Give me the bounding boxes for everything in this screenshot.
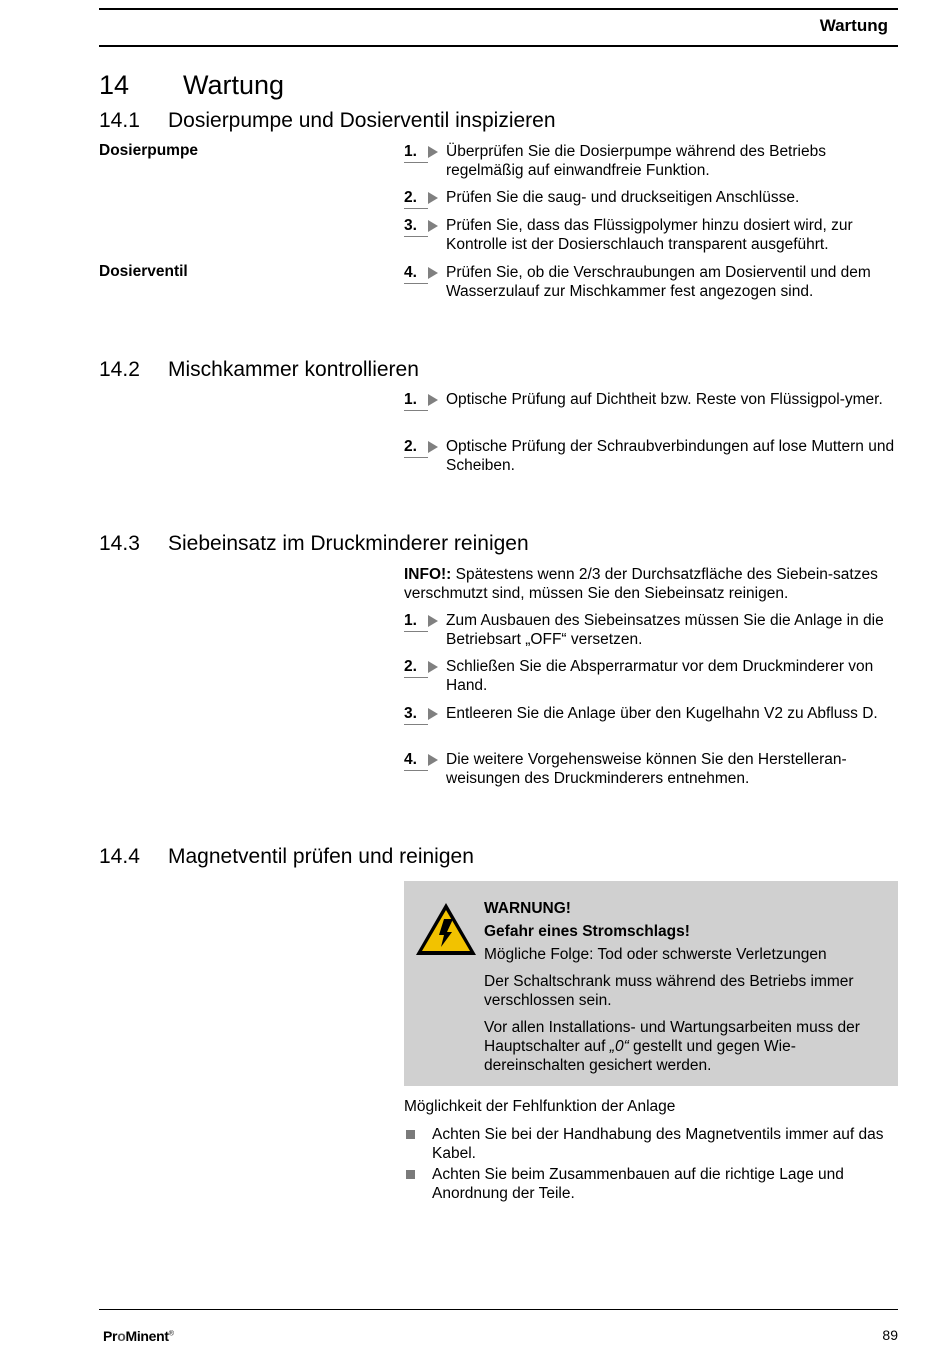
warning-text-part: Vor allen Installations- und Wartungsarbeiten muss der Hauptschalter auf (484, 1019, 860, 1055)
step-arrow-icon (428, 220, 438, 232)
bullet-text: Achten Sie beim Zusammenbauen auf die richtige Lage und Anordnung der Teile. (432, 1166, 844, 1202)
warning-text-part: gestellt und gegen Wie-dereinschalten gesichert werden. (484, 1038, 796, 1074)
section-number: 14.1 (99, 109, 140, 132)
header-bottom-rule (99, 45, 898, 47)
section-title: Dosierpumpe und Dosierventil inspizieren (168, 109, 556, 132)
step-arrow-icon (428, 661, 438, 673)
step-text: Prüfen Sie, ob die Verschraubungen am Dosierventil und dem Wasserzulauf zur Mischkammer fest angezogen sind. (446, 264, 871, 300)
step-arrow-icon (428, 192, 438, 204)
step-arrow-icon (428, 146, 438, 158)
section-number: 14.2 (99, 358, 140, 381)
logo-part: Minent (125, 1328, 169, 1344)
step-arrow-icon (428, 615, 438, 627)
prominent-logo (103, 1328, 174, 1344)
step-text: Optische Prüfung auf Dichtheit bzw. Reste von Flüssigpol-ymer. (446, 391, 883, 408)
warning-paragraph: Der Schaltschrank muss während des Betriebs immer verschlossen sein. (484, 973, 854, 1009)
step-item (404, 188, 898, 207)
malfunction-heading: Möglichkeit der Fehlfunktion der Anlage (404, 1098, 676, 1115)
logo-part: Pr (103, 1328, 118, 1344)
warning-text (484, 899, 884, 1075)
section-heading-14-4 (99, 845, 474, 869)
bullet-square-icon (406, 1170, 415, 1179)
step-number: 2. (404, 438, 417, 455)
step-arrow-icon (428, 267, 438, 279)
warning-title: WARNUNG! (484, 900, 571, 917)
step-text: Die weitere Vorgehensweise können Sie den Herstelleran-weisungen des Druckminderers entnehmen. (446, 751, 847, 787)
step-arrow-icon (428, 441, 438, 453)
step-item (404, 704, 898, 723)
switch-position: „0“ (609, 1038, 629, 1055)
step-text: Optische Prüfung der Schraubverbindungen auf lose Muttern und Scheiben. (446, 438, 895, 474)
step-number: 4. (404, 264, 417, 281)
step-text: Prüfen Sie, dass das Flüssigpolymer hinzu dosiert wird, zur Kontrolle ist der Dosierschlauch transparent ausgeführt. (446, 217, 853, 253)
section-heading-14-2 (99, 358, 419, 382)
step-number: 3. (404, 705, 417, 722)
step-text: Prüfen Sie die saug- und druckseitigen Anschlüsse. (446, 189, 800, 206)
step-arrow-icon (428, 708, 438, 720)
section-heading-14-1 (99, 109, 556, 133)
bullet-square-icon (406, 1130, 415, 1139)
step-number: 3. (404, 217, 417, 234)
step-item (404, 216, 898, 254)
side-label-dosierpumpe: Dosierpumpe (99, 142, 199, 159)
step-item (404, 611, 898, 649)
step-item (404, 437, 898, 475)
chapter-title: Wartung (183, 70, 285, 100)
step-text: Überprüfen Sie die Dosierpumpe während des Betriebs regelmäßig auf einwandfreie Funktion. (446, 143, 826, 179)
step-number: 2. (404, 189, 417, 206)
section-number: 14.4 (99, 845, 140, 868)
chapter-heading (99, 70, 284, 101)
footer-rule (99, 1309, 898, 1310)
section-number: 14.3 (99, 532, 140, 555)
section-title: Magnetventil prüfen und reinigen (168, 845, 474, 868)
running-header: Wartung (819, 16, 888, 35)
warning-consequence: Mögliche Folge: Tod oder schwerste Verletzungen (484, 946, 827, 963)
warning-box (404, 881, 898, 1086)
step-item (404, 142, 898, 180)
side-label-dosierventil: Dosierventil (99, 263, 188, 280)
step-text: Zum Ausbauen des Siebeinsatzes müssen Sie die Anlage in die Betriebsart „OFF“ versetzen. (446, 612, 884, 648)
chapter-number: 14 (99, 70, 130, 100)
step-item (404, 263, 898, 301)
step-item (404, 750, 898, 788)
step-item (404, 657, 898, 695)
step-arrow-icon (428, 394, 438, 406)
electric-hazard-icon (414, 901, 478, 957)
info-label: INFO!: (404, 566, 452, 583)
step-number: 2. (404, 658, 417, 675)
step-text: Entleeren Sie die Anlage über den Kugelhahn V2 zu Abfluss D. (446, 705, 878, 722)
bullet-item (404, 1165, 898, 1203)
page-number: 89 (882, 1327, 898, 1343)
info-note (404, 565, 898, 603)
section-title: Siebeinsatz im Druckminderer reinigen (168, 532, 529, 555)
section-title: Mischkammer kontrollieren (168, 358, 419, 381)
section-heading-14-3 (99, 532, 529, 556)
registered-mark: ® (168, 1330, 174, 1338)
step-number: 4. (404, 751, 417, 768)
step-text: Schließen Sie die Absperrarmatur vor dem Druckminderer von Hand. (446, 658, 874, 694)
warning-paragraph (484, 1018, 884, 1075)
warning-subtitle: Gefahr eines Stromschlags! (484, 923, 690, 940)
info-text: Spätestens wenn 2/3 der Durchsatzfläche des Siebein-satzes verschmutzt sind, müssen Sie den Siebeinsatz reinigen. (404, 566, 878, 602)
step-item (404, 390, 898, 409)
step-number: 1. (404, 143, 417, 160)
step-arrow-icon (428, 754, 438, 766)
bullet-text: Achten Sie bei der Handhabung des Magnetventils immer auf das Kabel. (432, 1126, 884, 1162)
step-number: 1. (404, 391, 417, 408)
logo-part: o (117, 1328, 126, 1344)
bullet-item (404, 1125, 898, 1163)
header-top-rule (99, 8, 898, 10)
step-number: 1. (404, 612, 417, 629)
